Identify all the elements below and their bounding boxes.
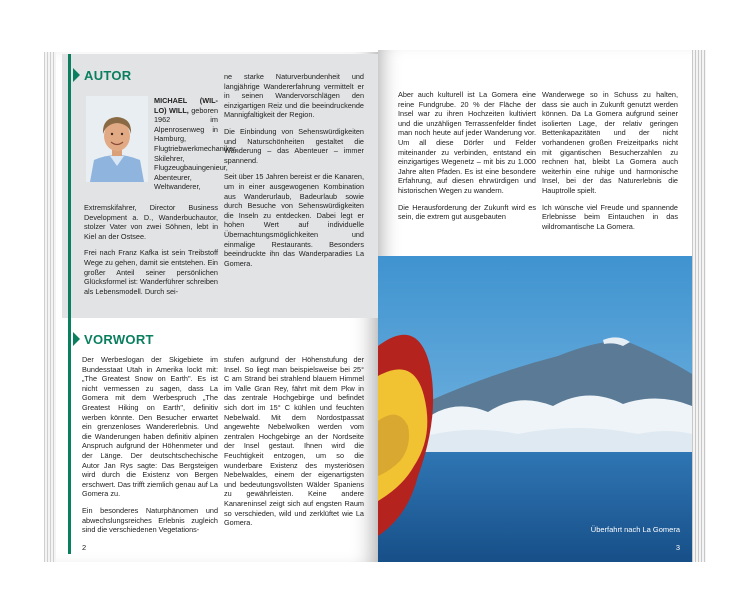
right-col2-paragraph-2: Ich wünsche viel Freude und spannende Erlebnisse beim Eintauchen in das wildromantische La Gomera.	[542, 202, 678, 231]
author-bio-beside-photo	[154, 96, 238, 192]
autor-col2-paragraph-1: ne starke Naturverbundenheit und langjährige Wandererfahrung vermittelt er in seinen Wandervorschlägen den einzigartigen Reiz und die beeindruckende Mannigfaltigkeit der Region.	[224, 72, 364, 120]
autor-col2-paragraph-2: Die Einbindung von Sehenswürdigkeiten und Naturschönheiten gestaltet die Wanderung – das Abenteuer – immer spannend.	[224, 126, 364, 165]
left-page-stack-edge	[44, 52, 56, 562]
author-photo	[86, 96, 148, 182]
right-col2-paragraph-1: Wanderwege so in Schuss zu halten, dass sie auch in Zukunft genutzt werden können. Da La Gomera aufgrund seiner isolierten Lage, der relativ geringen Bettenkapazitäten und der nicht vorhandenen großen Freizeitparks nicht mit gigantischen Besucherzahlen zu rechnen hat, bleibt La Gomera auch weiterhin eine ruhige und harmonische Insel, bei der das Naturerlebnis die Hauptrolle spielt.	[542, 90, 678, 195]
autor-chevron-icon	[73, 68, 80, 82]
author-bio-continued	[84, 203, 218, 303]
vorwort-col1-paragraph-2: Ein besonderes Naturphänomen und abwechslungsreiches Erlebnis zugleich sind die verschiedenen Vegetations-	[82, 505, 218, 535]
author-portrait-illustration	[86, 96, 148, 182]
vorwort-column-1	[82, 355, 218, 542]
left-page-number: 2	[82, 543, 87, 552]
author-bio-start: geboren 1962 im Alpenrosenweg in Hamburg, Flugtriebwerkmechaniker, Skilehrer, Flugzeugbauingenieur, Abenteurer, Weltwanderer,	[154, 105, 238, 192]
author-kafka-paragraph: Frei nach Franz Kafka ist sein Treibstoff Wege zu gehen, damit sie entstehen. Ein großer Anteil seiner persönlichen Glücksformel ist: Wanderführer schreiben als Lebensmodell. Durch sei-	[84, 248, 218, 296]
right-page-stack-edge	[690, 50, 706, 562]
vorwort-col2-paragraph-1: stufen aufgrund der Höhenstufung der Insel. So liegt man beispielsweise bei 25° C am Strand bei strahlend blauem Himmel im Valle Gran Rey, fährt mit dem Pkw in das zentrale Hochgebirge und befindet sich dort im 15° C kühlen und feuchten Nebelwald. Mit dem Nordostpassat angewehte Nebelwolken werden vom zentralen Hochgebirge an der Nordseite der Insel gestaut. Ihnen wird die Feuchtigkeit entzogen, um so die wunderbare Existenz des mysteriösen Nebelwaldes, einem der eigenartigsten und bedeutungsvollsten Wälder Spaniens zu gewährleisten. Keine andere Kanareninsel zeigt sich auf engsten Raum so verschieden, wild und zerklüftet wie La Gomera.	[224, 355, 364, 528]
right-col1-paragraph-2: Die Herausforderung der Zukunft wird es sein, die extrem gut ausgebauten	[398, 202, 536, 222]
photo-caption: Überfahrt nach La Gomera	[590, 525, 680, 534]
author-bio-continued-text: Extremskifahrer, Director Business Development a. D., Wanderbuchautor, stolzer Vater von zwei Söhnen, lebt in Kiel an der Ostsee.	[84, 203, 218, 241]
autor-accent-rule	[68, 54, 71, 318]
vorwort-chevron-icon	[73, 332, 80, 346]
right-column-1	[398, 90, 536, 229]
author-name: MICHAEL (WIL-LO) WILL,	[154, 96, 218, 115]
right-col1-paragraph-1: Aber auch kulturell ist La Gomera eine reine Fundgrube. 20 % der Fläche der Insel war zu ihren Hochzeiten kultiviert und die unzähligen Terrassenfelder findet man noch heute auf jeder Wanderung vor. Um all diese Dörfer und Felder miteinander zu verbinden, entstand ein einzigartiges Wegenetz – mit bis zu 1.000 Jahre alten Pfaden. Es ist eine besondere Erfahrung, auf diesen ehrwürdigen und historischen Wegen zu wandern.	[398, 90, 536, 195]
vorwort-col1-paragraph-1: Der Werbeslogan der Skigebiete im Bundesstaat Utah in Amerika lockt mit: „The Greatest Snow on Earth". Es ist nicht vermessen zu sagen, dass La Gomera mit dem Werbespruch „The Greatest Hiking on Earth", definitiv werben könnte. Den Besucher erwartet ein grenzenloses Wandererlebnis. Und die Wanderungen haben definitiv alpinen Anspruch aufgrund der Höhenmeter und der Länge. Der deutschtschechische Autor Jan Rys sagte: Das Bergsteigen wird durch die Existenz von Bergen erschwert. Das trifft ziemlich genau auf La Gomera zu.	[82, 355, 218, 499]
ferry-photo-illustration	[378, 256, 692, 562]
vorwort-column-2	[224, 355, 364, 535]
right-column-2	[542, 90, 678, 238]
vorwort-heading: VORWORT	[84, 332, 154, 347]
right-page-number: 3	[675, 543, 680, 552]
ferry-photo	[378, 256, 692, 562]
autor-col2-paragraph-3: Seit über 15 Jahren bereist er die Kanaren, um in einer ausgewogenen Kombination aus Wanderurlaub, Badeurlaub sowie durch Besuche von Sehenswürdigkeiten die Inseln zu entdecken. Dabei legt er hohen Wert auf individuelle Übernachtungsmöglichkeiten und einmalige Restaurants. Besonders beeindruckte ihn das Wanderparadies La Gomera.	[224, 172, 364, 268]
autor-column-2	[224, 72, 364, 275]
vorwort-accent-rule	[68, 318, 71, 554]
autor-heading: AUTOR	[84, 68, 132, 83]
